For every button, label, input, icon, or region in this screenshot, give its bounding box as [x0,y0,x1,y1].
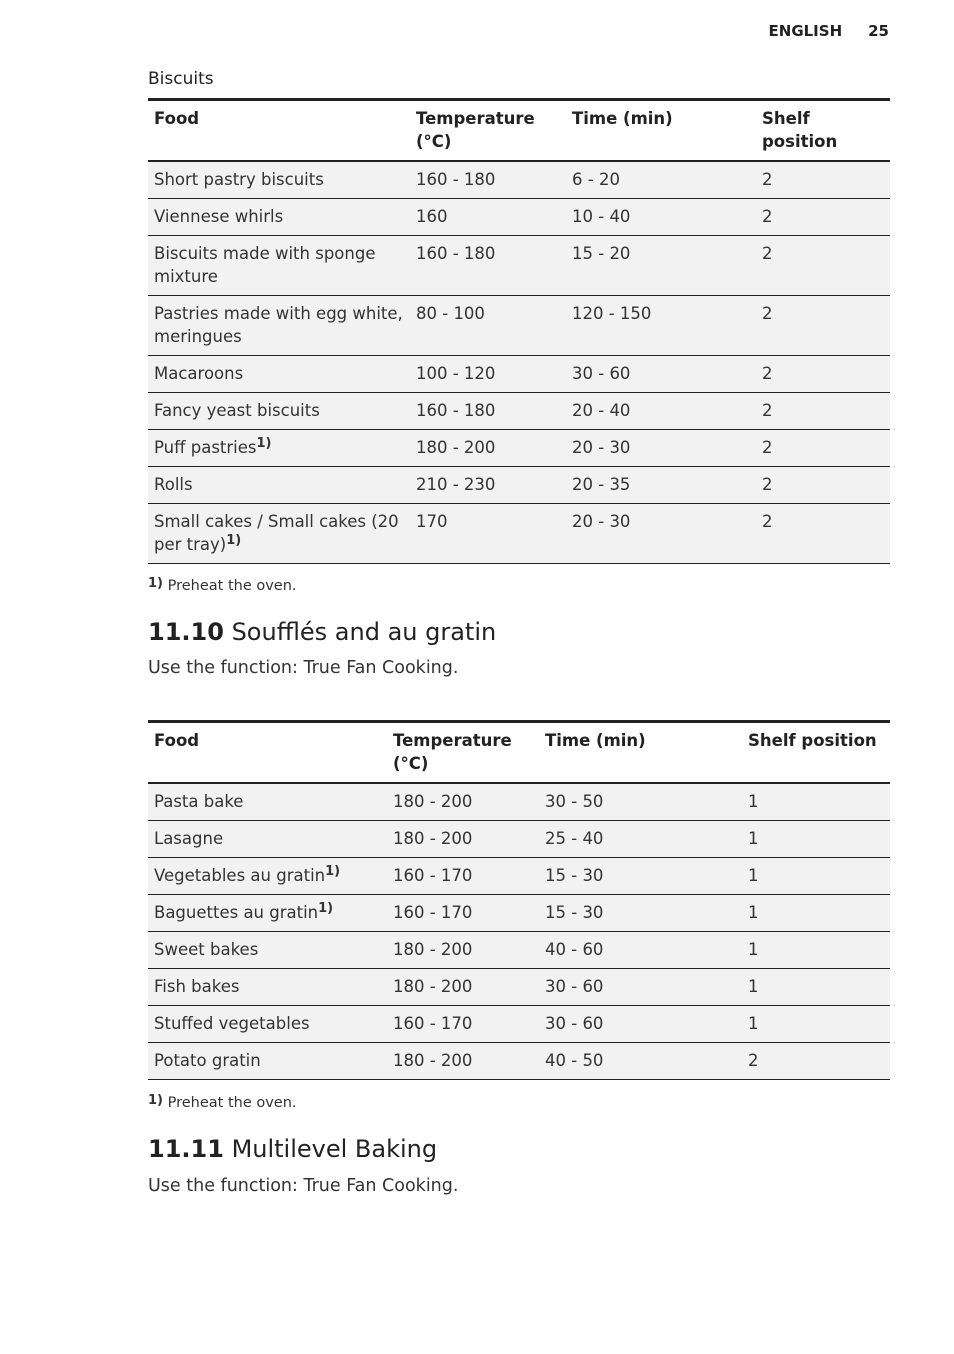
shelf-cell [742,895,890,932]
food-cell-text: Biscuits made with sponge mixture [154,244,376,286]
souffles-table-body [148,783,890,1080]
time-cell-text: 15 - 30 [545,903,604,922]
time-cell [539,1006,742,1043]
section-heading-1110 [148,618,496,646]
shelf-cell-text: 2 [748,1051,759,1070]
time-cell-text: 30 - 60 [572,364,631,383]
table-row [148,932,890,969]
food-cell-text: Short pastry biscuits [154,170,324,189]
temperature-cell-text: 160 [416,207,448,226]
food-cell [148,393,410,430]
shelf-cell-text: 1 [748,829,759,848]
food-cell [148,858,387,895]
table-row [148,969,890,1006]
biscuits-footnote [148,578,297,594]
shelf-cell [756,504,890,564]
table-row [148,895,890,932]
temperature-cell-text: 160 - 180 [416,244,496,263]
temperature-cell-text: 160 - 170 [393,866,473,885]
shelf-cell-text: 2 [762,207,773,226]
footnote-ref: 1) [226,533,242,548]
shelf-cell [742,932,890,969]
temperature-cell-text: 180 - 200 [393,829,473,848]
shelf-cell-text: 2 [762,512,773,531]
food-cell [148,1043,387,1080]
shelf-cell-text: 2 [762,364,773,383]
shelf-cell [756,356,890,393]
time-cell-text: 30 - 50 [545,792,604,811]
table-row [148,504,890,564]
temperature-cell-text: 80 - 100 [416,304,485,323]
biscuits-table-caption: Biscuits [148,69,214,89]
food-cell [148,969,387,1006]
time-cell-text: 40 - 60 [545,940,604,959]
food-cell-text: Fancy yeast biscuits [154,401,320,420]
time-cell [539,969,742,1006]
table-row [148,783,890,821]
time-cell [539,783,742,821]
time-cell [566,504,756,564]
shelf-cell [756,296,890,356]
temperature-cell-text: 160 - 180 [416,170,496,189]
food-cell-text: Stuffed vegetables [154,1014,310,1033]
shelf-cell [756,393,890,430]
food-cell [148,932,387,969]
temperature-cell [410,199,566,236]
column-header-shelf: Shelf position [742,722,890,784]
shelf-cell-text: 1 [748,940,759,959]
temperature-cell-text: 160 - 180 [416,401,496,420]
souffles-footnote [148,1095,297,1111]
footnote-ref: 1) [256,436,272,451]
temperature-cell [410,393,566,430]
time-cell-text: 20 - 35 [572,475,631,494]
footnote-ref: 1) [325,864,341,879]
temperature-cell [387,1006,539,1043]
temperature-cell-text: 180 - 200 [393,940,473,959]
time-cell [566,161,756,199]
column-header-shelf: Shelf position [756,100,890,162]
shelf-cell [742,1043,890,1080]
temperature-cell-text: 170 [416,512,448,531]
food-cell [148,1006,387,1043]
column-header-time: Time (min) [539,722,742,784]
food-cell-text: Vegetables au gratin [154,866,326,885]
food-cell [148,821,387,858]
time-cell-text: 15 - 30 [545,866,604,885]
food-cell [148,783,387,821]
time-cell-text: 40 - 50 [545,1051,604,1070]
temperature-cell [410,236,566,296]
temperature-cell-text: 180 - 200 [393,792,473,811]
table-row [148,296,890,356]
temperature-cell [387,783,539,821]
time-cell-text: 30 - 60 [545,977,604,996]
food-cell [148,467,410,504]
biscuits-table-body [148,161,890,564]
temperature-cell [410,161,566,199]
time-cell-text: 20 - 40 [572,401,631,420]
temperature-cell-text: 180 - 200 [416,438,496,457]
food-cell-text: Fish bakes [154,977,240,996]
food-cell [148,296,410,356]
time-cell [566,356,756,393]
page-header [769,22,889,40]
section-heading-1111 [148,1135,437,1163]
table-row [148,467,890,504]
shelf-cell [756,161,890,199]
temperature-cell [410,467,566,504]
time-cell-text: 6 - 20 [572,170,620,189]
time-cell [539,858,742,895]
footnote-text: Preheat the oven. [167,578,297,594]
shelf-cell [742,969,890,1006]
footnote-mark: 1) [148,576,163,591]
food-cell-text: Puff pastries [154,438,257,457]
table-row [148,430,890,467]
temperature-cell [410,356,566,393]
food-cell-text: Potato gratin [154,1051,261,1070]
time-cell [566,199,756,236]
time-cell [539,1043,742,1080]
shelf-cell [742,821,890,858]
food-cell-text: Rolls [154,475,193,494]
food-cell [148,199,410,236]
time-cell-text: 20 - 30 [572,438,631,457]
table-row [148,821,890,858]
temperature-cell [387,1043,539,1080]
table-row [148,356,890,393]
table-header-row [148,100,890,162]
time-cell [539,895,742,932]
food-cell-text: Pastries made with egg white, meringues [154,304,403,346]
shelf-cell-text: 2 [762,401,773,420]
table-row [148,161,890,199]
time-cell [566,393,756,430]
shelf-cell-text: 2 [762,438,773,457]
food-cell [148,504,410,564]
shelf-cell-text: 1 [748,1014,759,1033]
temperature-cell [410,430,566,467]
temperature-cell [387,858,539,895]
time-cell [566,430,756,467]
shelf-cell-text: 1 [748,866,759,885]
shelf-cell [756,236,890,296]
shelf-cell [742,1006,890,1043]
table-row [148,199,890,236]
temperature-cell [410,504,566,564]
column-header-food: Food [148,100,410,162]
food-cell [148,161,410,199]
section-number: 11.11 [148,1135,224,1163]
food-cell-text: Baguettes au gratin [154,903,319,922]
food-cell-text: Viennese whirls [154,207,284,226]
food-cell-text: Sweet bakes [154,940,259,959]
temperature-cell-text: 160 - 170 [393,903,473,922]
temperature-cell-text: 180 - 200 [393,1051,473,1070]
column-header-temperature: Temperature (°C) [410,100,566,162]
time-cell [566,296,756,356]
footnote-mark: 1) [148,1093,163,1108]
footnote-text: Preheat the oven. [167,1095,297,1111]
food-cell-text: Macaroons [154,364,244,383]
temperature-cell [387,969,539,1006]
table-row [148,1043,890,1080]
shelf-cell-text: 1 [748,792,759,811]
shelf-cell [756,199,890,236]
column-header-time: Time (min) [566,100,756,162]
temperature-cell-text: 210 - 230 [416,475,496,494]
food-cell-text: Pasta bake [154,792,244,811]
table-row [148,1006,890,1043]
temperature-cell-text: 160 - 170 [393,1014,473,1033]
shelf-cell-text: 2 [762,304,773,323]
food-cell-text: Lasagne [154,829,224,848]
time-cell-text: 25 - 40 [545,829,604,848]
time-cell [539,932,742,969]
temperature-cell [387,895,539,932]
section-title: Multilevel Baking [231,1135,438,1163]
table-row [148,236,890,296]
shelf-cell [742,858,890,895]
table-row [148,858,890,895]
time-cell [539,821,742,858]
section-number: 11.10 [148,618,224,646]
temperature-cell-text: 180 - 200 [393,977,473,996]
shelf-cell-text: 1 [748,903,759,922]
temperature-cell [387,821,539,858]
language-label: ENGLISH [768,22,843,40]
shelf-cell-text: 2 [762,244,773,263]
section-intro-1110: Use the function: True Fan Cooking. [148,658,459,678]
table-header-row [148,722,890,784]
column-header-food: Food [148,722,387,784]
food-cell [148,236,410,296]
time-cell-text: 120 - 150 [572,304,652,323]
time-cell-text: 10 - 40 [572,207,631,226]
shelf-cell-text: 2 [762,170,773,189]
temperature-cell [410,296,566,356]
section-title: Soufflés and au gratin [231,618,497,646]
shelf-cell [756,430,890,467]
time-cell-text: 15 - 20 [572,244,631,263]
souffles-table [148,720,890,1080]
time-cell-text: 20 - 30 [572,512,631,531]
time-cell [566,236,756,296]
shelf-cell [742,783,890,821]
food-cell-text: Small cakes / Small cakes (20 per tray) [154,512,399,554]
shelf-cell-text: 1 [748,977,759,996]
shelf-cell [756,467,890,504]
footnote-ref: 1) [318,901,334,916]
food-cell [148,895,387,932]
biscuits-table [148,98,890,564]
temperature-cell-text: 100 - 120 [416,364,496,383]
temperature-cell [387,932,539,969]
time-cell-text: 30 - 60 [545,1014,604,1033]
time-cell [566,467,756,504]
food-cell [148,430,410,467]
table-row [148,393,890,430]
food-cell [148,356,410,393]
column-header-temperature: Temperature (°C) [387,722,539,784]
shelf-cell-text: 2 [762,475,773,494]
page-number: 25 [868,22,889,40]
section-intro-1111: Use the function: True Fan Cooking. [148,1176,459,1196]
